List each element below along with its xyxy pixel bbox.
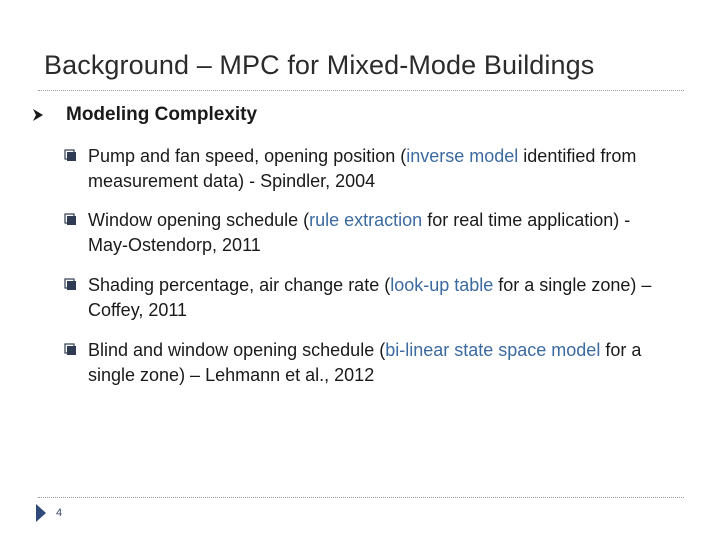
item-highlight: inverse model <box>406 146 519 166</box>
item-text: Window opening schedule ( <box>88 210 310 230</box>
item-text: Pump and fan speed, opening position ( <box>88 146 407 166</box>
square-bullet-icon <box>64 149 76 161</box>
list-item <box>64 208 674 258</box>
footer-divider <box>38 497 684 498</box>
square-bullet-icon <box>64 343 76 355</box>
item-text: for a single zone) – Coffey, 2011 <box>88 275 652 320</box>
square-bullet-icon <box>64 278 76 290</box>
item-text: Blind and window opening schedule ( <box>88 340 386 360</box>
page-number: 4 <box>56 507 63 519</box>
item-text: Shading percentage, air change rate ( <box>88 275 391 295</box>
slide-title: Background – MPC for Mixed-Mode Buildings <box>44 50 595 80</box>
page-marker-icon <box>36 504 46 522</box>
item-highlight: rule extraction <box>309 210 423 230</box>
item-text: identified from measurement data) - Spindler, 2004 <box>88 146 637 191</box>
title-divider <box>38 90 684 91</box>
item-highlight: bi-linear state space model <box>385 340 601 360</box>
list-item-text <box>88 273 674 323</box>
square-bullet-icon <box>64 213 76 225</box>
list-item-text <box>88 208 674 258</box>
item-text: for real time application) - May-Ostendorp, 2011 <box>88 210 631 255</box>
list-item <box>64 273 674 323</box>
item-text: for a single zone) – Lehmann et al., 2012 <box>88 340 642 385</box>
section-heading: Modeling Complexity <box>66 104 258 125</box>
section-heading-row <box>30 104 257 126</box>
list-item <box>64 144 674 194</box>
list-item <box>64 338 674 388</box>
arrow-bullet-icon <box>30 107 46 123</box>
list-item-text <box>88 338 674 388</box>
item-highlight: look-up table <box>390 275 494 295</box>
list-item-text <box>88 144 674 194</box>
